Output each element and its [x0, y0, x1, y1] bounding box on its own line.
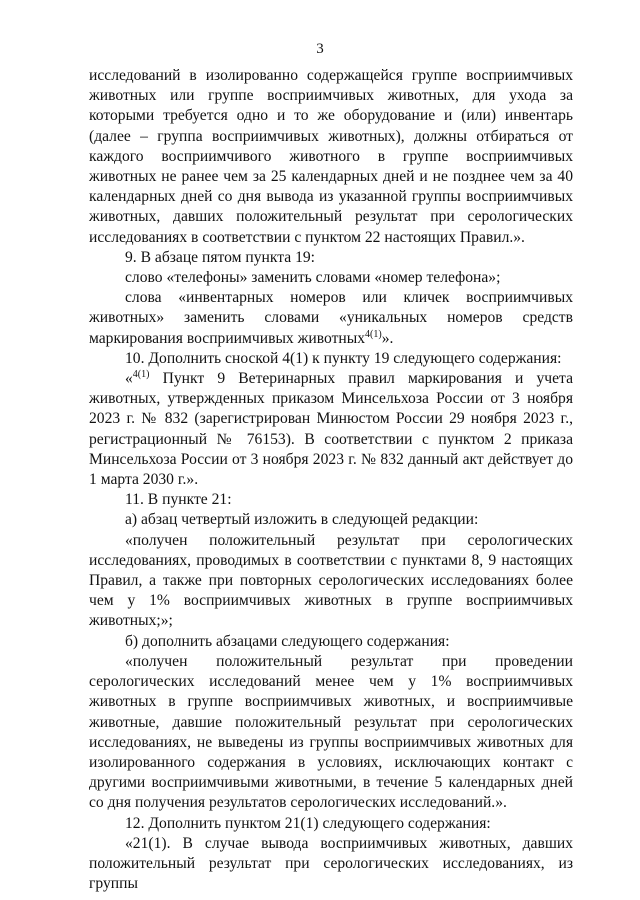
paragraph-item-11: 11. В пункте 21: — [125, 491, 232, 509]
paragraph-item-21-1: «21(1). В случае вывода восприимчивых животных, давших положительный результат при серологических исследованиях, из группы — [89, 834, 573, 893]
page-number: 3 — [316, 41, 324, 57]
footnote-marker: 4(1) — [365, 328, 382, 340]
paragraph-text: Пункт 9 Ветеринарных правил маркирования и учета животных, утвержденных приказом Минсельхоза России от 3 ноября 2023 г. № 832 (зарегистрирован Минюстом России 29 ноября 2023 г., регистрационный № 76153). В соответствии с пунктом 2 приказа Минсельхоза России от 3 ноября 2023 г. № 832 данный акт действует до 1 марта 2030 г.». — [89, 370, 573, 489]
paragraph-closing: ». — [381, 329, 394, 347]
paragraph-sub-a-content: «получен положительный результат при серологических исследованиях, проводимых в соответствии с пунктами 8, 9 настоящих Правил, а также при повторных серологических исследованиях более чем у 1% восприимчивых животных в группе восприимчивых животных;»; — [89, 531, 573, 630]
paragraph-item-12: 12. Дополнить пунктом 21(1) следующего содержания: — [125, 814, 491, 832]
opening-quote: « — [125, 370, 133, 388]
paragraph-footnote-text — [89, 369, 573, 490]
document-body — [89, 66, 573, 894]
footnote-marker: 4(1) — [132, 368, 150, 380]
paragraph-replace-phones: слово «телефоны» заменить словами «номер телефона»; — [125, 269, 501, 287]
paragraph-replace-numbers — [89, 288, 573, 349]
paragraph-continuation: исследований в изолированно содержащейся группе восприимчивых животных или группе восприимчивых животных, для ухода за которыми требуется одно и то же оборудование и (или) инвентарь (далее – группа восприимчивых животных), должны отбираться от каждого восприимчивого животного в группе восприимчивых животных не ранее чем за 25 календарных дней и не позднее чем за 40 календарных дней со дня вывода из указанной группы восприимчивых животных, давших положительный результат при серологических исследованиях в соответствии с пунктом 22 настоящих Правил.». — [89, 67, 573, 246]
paragraph-item-10: 10. Дополнить сноской 4(1) к пункту 19 следующего содержания: — [125, 349, 562, 367]
paragraph-sub-a: а) абзац четвертый изложить в следующей редакции: — [125, 511, 479, 529]
paragraph-item-9: 9. В абзаце пятом пункта 19: — [125, 248, 315, 266]
paragraph-text: слова «инвентарных номеров или кличек восприимчивых животных» заменить словами «уникальных номеров средств маркирования восприимчивых животных — [89, 289, 573, 347]
paragraph-sub-b-content: «получен положительный результат при проведении серологических исследований менее чем у 1% восприимчивых животных в группе восприимчивых животных, и восприимчивые животные, давшие положительный результат при серологических исследованиях, не выведены из группы восприимчивых животных для изолированного содержания в условиях, исключающих контакт с другими восприимчивыми животными, в течение 5 календарных дней со дня получения результатов серологических исследований.». — [89, 652, 573, 812]
paragraph-sub-b: б) дополнить абзацами следующего содержания: — [125, 632, 450, 650]
